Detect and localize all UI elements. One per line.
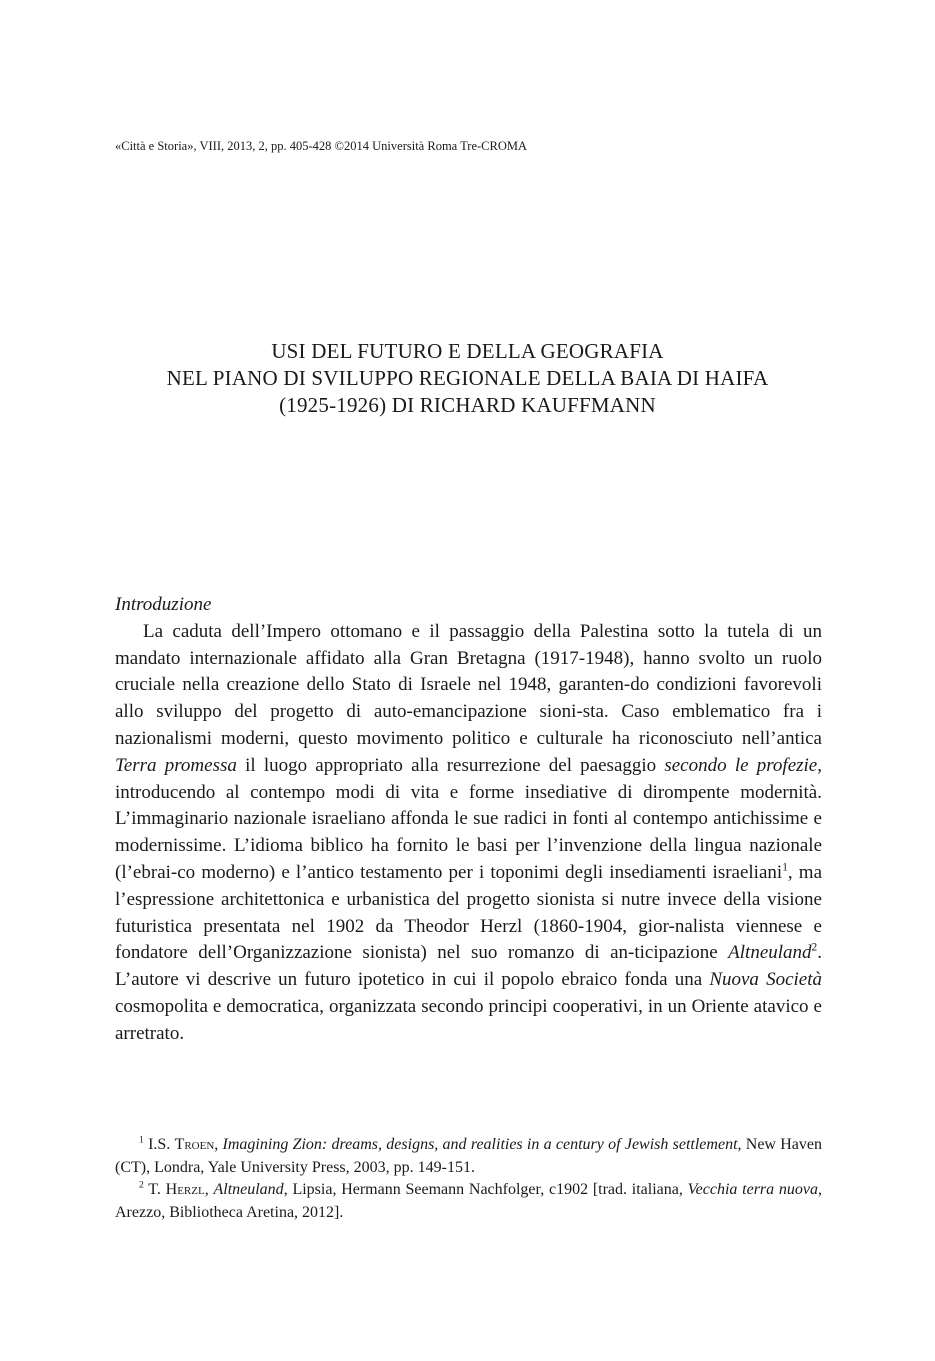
author-initials: T. <box>148 1181 166 1199</box>
text-run: , <box>214 1136 223 1153</box>
work-title: Altneuland <box>213 1181 284 1199</box>
article-title <box>100 338 835 419</box>
footnote-ref-2[interactable]: 2 <box>811 942 818 955</box>
body-paragraph <box>115 619 822 1048</box>
section-heading: Introduzione <box>115 594 212 615</box>
footnote-number: 2 <box>139 1179 144 1191</box>
footnote-2 <box>115 1179 822 1224</box>
title-line-2: NEL PIANO DI SVILUPPO REGIONALE DELLA BAIA DI HAIFA <box>166 366 769 390</box>
italic-term: Altneuland <box>728 942 812 964</box>
italic-term: secondo le profezie <box>664 754 818 776</box>
title-line-1: USI DEL FUTURO E DELLA GEOGRAFIA <box>271 339 664 363</box>
text-run: . L’autore vi descrive un futuro ipotetico in cui il popolo ebraico fonda una <box>115 942 822 991</box>
text-run: , Lipsia, Hermann Seemann Nachfolger, c1902 [trad. italiana, <box>283 1181 688 1199</box>
footnote-number: 1 <box>139 1134 144 1146</box>
work-title: Vecchia terra nuova <box>687 1181 819 1199</box>
running-header: «Città e Storia», VIII, 2013, 2, pp. 405-428 ©2014 Università Roma Tre-CROMA <box>115 139 528 153</box>
footnotes <box>115 1134 822 1224</box>
italic-term: Nuova Società <box>709 969 822 991</box>
introduction-section <box>115 592 822 1048</box>
text-run: , ma l’espressione architettonica e urbanistica del progetto sionista si nutre invece della visione futuristica presentata nel 1902 da Theodor Herzl (1860-1904, gior-nalista viennese e fondatore dell’Organizzazione sionista) nel suo romanzo di an-ticipazione <box>115 861 823 964</box>
text-run: cosmopolita e democratica, organizzata secondo principi cooperativi, in un Oriente atavico e arretrato. <box>115 995 822 1044</box>
text-run: La caduta dell’Impero ottomano e il passaggio della Palestina sotto la tutela di un mandato internazionale affidato alla Gran Bretagna (1917-1948), hanno svolto un ruolo cruciale nella creazione dello Stato di Israele nel 1948, garanten-do condizioni favorevoli allo sviluppo del progetto di auto-emancipazione sioni-sta. Caso emblematico fra i nazionalismi moderni, questo movimento politico e culturale ha riconosciuto nell’antica <box>115 620 822 749</box>
text-run: , introducendo al contempo modi di vita e forme insediative di dirompente modernità. L’immaginario nazionale israeliano affonda le sue radici in fonti al contempo antichissime e modernissime. L’idioma biblico ha fornito le basi per l’invenzione della lingua nazionale (l’ebrai-co moderno) e l’antico testamento per i toponimi degli insediamenti israeliani <box>115 754 822 883</box>
text-run: , <box>204 1181 214 1199</box>
work-title: Imagining Zion: dreams, designs, and realities in a century of Jewish settlement <box>222 1136 738 1153</box>
footnote-1 <box>115 1134 822 1179</box>
title-line-3: (1925-1926) DI RICHARD KAUFFMANN <box>279 393 656 417</box>
author-surname: Troen <box>174 1136 215 1153</box>
text-run: il luogo appropriato alla resurrezione del paesaggio <box>236 754 665 776</box>
footnote-ref-1[interactable]: 1 <box>782 861 788 874</box>
italic-term: Terra promessa <box>115 754 237 776</box>
text-run: , New Haven (CT), Londra, Yale University Press, 2003, pp. 149-151. <box>115 1136 823 1176</box>
author-surname: Herzl <box>165 1181 205 1199</box>
author-initials: I.S. <box>148 1136 175 1153</box>
text-run: , Arezzo, Bibliotheca Aretina, 2012]. <box>115 1181 823 1221</box>
